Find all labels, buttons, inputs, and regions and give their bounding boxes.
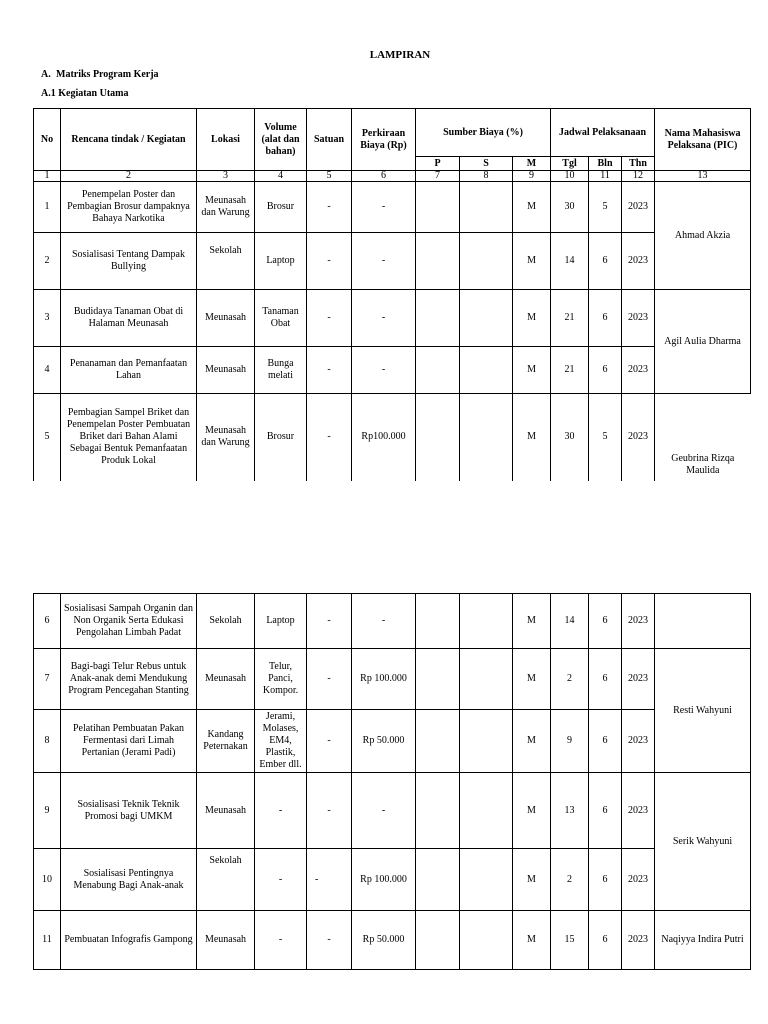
cell-no: 2 — [34, 233, 61, 290]
column-number: 3 — [197, 171, 255, 182]
table-row — [34, 233, 751, 290]
cell-kegiatan: Bagi-bagi Telur Rebus untuk Anak-anak demi Mendukung Program Pencegahan Stanting — [61, 649, 197, 710]
cell-thn: 2023 — [622, 182, 655, 233]
cell-m: M — [513, 911, 551, 970]
header-kegiatan: Rencana tindak / Kegiatan — [61, 109, 197, 171]
column-number: 1 — [34, 171, 61, 182]
cell-s — [460, 594, 513, 649]
cell-volume: Bunga melati — [255, 347, 307, 394]
cell-s — [460, 649, 513, 710]
cell-biaya: - — [352, 233, 416, 290]
cell-kegiatan: Pelatihan Pembuatan Pakan Fermentasi dari Limah Pertanian (Jerami Padi) — [61, 710, 197, 773]
cell-satuan: - — [307, 649, 352, 710]
cell-lokasi: Sekolah — [197, 594, 255, 649]
cell-thn: 2023 — [622, 649, 655, 710]
cell-pic: Naqiyya Indira Putri — [655, 911, 751, 970]
cell-volume: Brosur — [255, 394, 307, 481]
header-jadwal: Jadwal Pelaksanaan — [551, 109, 655, 157]
cell-pic-empty — [655, 594, 751, 649]
column-number: 5 — [307, 171, 352, 182]
cell-thn: 2023 — [622, 594, 655, 649]
column-number: 11 — [589, 171, 622, 182]
cell-s — [460, 773, 513, 849]
cell-biaya: - — [352, 773, 416, 849]
header-thn: Thn — [622, 157, 655, 171]
cell-bln: 6 — [589, 594, 622, 649]
cell-m: M — [513, 347, 551, 394]
cell-lokasi: Meunasah — [197, 773, 255, 849]
cell-s — [460, 394, 513, 481]
cell-p — [416, 394, 460, 481]
cell-biaya: - — [352, 290, 416, 347]
header-biaya: Perkiraan Biaya (Rp) — [352, 109, 416, 171]
cell-tgl: 2 — [551, 649, 589, 710]
cell-tgl: 14 — [551, 594, 589, 649]
cell-no: 5 — [34, 394, 61, 481]
cell-thn: 2023 — [622, 849, 655, 911]
header-lokasi: Lokasi — [197, 109, 255, 171]
cell-lokasi: Meunasah — [197, 347, 255, 394]
cell-bln: 6 — [589, 710, 622, 773]
cell-no: 7 — [34, 649, 61, 710]
cell-volume: Brosur — [255, 182, 307, 233]
cell-no: 1 — [34, 182, 61, 233]
cell-s — [460, 849, 513, 911]
cell-kegiatan: Penempelan Poster dan Pembagian Brosur dampaknya Bahaya Narkotika — [61, 182, 197, 233]
table-row — [34, 347, 751, 394]
cell-pic: Geubrina Rizqa Maulida — [655, 394, 751, 481]
column-number: 2 — [61, 171, 197, 182]
cell-no: 3 — [34, 290, 61, 347]
cell-satuan: - — [307, 710, 352, 773]
cell-lokasi: Sekolah — [197, 233, 255, 290]
cell-kegiatan: Sosialisasi Tentang Dampak Bullying — [61, 233, 197, 290]
cell-s — [460, 233, 513, 290]
cell-p — [416, 233, 460, 290]
cell-tgl: 2 — [551, 849, 589, 911]
column-number: 10 — [551, 171, 589, 182]
cell-satuan: - — [307, 347, 352, 394]
table-row — [34, 773, 751, 849]
cell-no: 8 — [34, 710, 61, 773]
header-satuan: Satuan — [307, 109, 352, 171]
cell-p — [416, 649, 460, 710]
cell-pic: Ahmad Akzia — [655, 182, 751, 290]
cell-bln: 6 — [589, 849, 622, 911]
column-number: 4 — [255, 171, 307, 182]
column-number: 12 — [622, 171, 655, 182]
cell-satuan: - — [307, 773, 352, 849]
cell-thn: 2023 — [622, 290, 655, 347]
cell-p — [416, 182, 460, 233]
cell-kegiatan: Sosialisasi Teknik Teknik Promosi bagi UMKM — [61, 773, 197, 849]
cell-biaya: - — [352, 182, 416, 233]
cell-no: 4 — [34, 347, 61, 394]
column-number-row — [34, 171, 751, 182]
cell-kegiatan: Sosialisasi Sampah Organin dan Non Organik Serta Edukasi Pengolahan Limbah Padat — [61, 594, 197, 649]
cell-thn: 2023 — [622, 394, 655, 481]
cell-lokasi: Kandang Peternakan — [197, 710, 255, 773]
cell-no: 10 — [34, 849, 61, 911]
cell-no: 11 — [34, 911, 61, 970]
cell-satuan: - — [307, 849, 352, 911]
column-number: 9 — [513, 171, 551, 182]
cell-lokasi: Meunasah — [197, 290, 255, 347]
cell-p — [416, 849, 460, 911]
cell-tgl: 9 — [551, 710, 589, 773]
subsection-heading: A.1 Kegiatan Utama — [41, 88, 129, 99]
cell-tgl: 30 — [551, 182, 589, 233]
cell-s — [460, 182, 513, 233]
cell-satuan: - — [307, 233, 352, 290]
header-pic: Nama Mahasiswa Pelaksana (PIC) — [655, 109, 751, 171]
cell-satuan: - — [307, 911, 352, 970]
cell-biaya: Rp 100.000 — [352, 649, 416, 710]
header-bln: Bln — [589, 157, 622, 171]
cell-p — [416, 710, 460, 773]
cell-bln: 5 — [589, 182, 622, 233]
page-title: LAMPIRAN — [369, 49, 431, 61]
cell-tgl: 13 — [551, 773, 589, 849]
cell-pic: Agil Aulia Dharma — [655, 290, 751, 394]
cell-kegiatan: Budidaya Tanaman Obat di Halaman Meunasah — [61, 290, 197, 347]
cell-kegiatan: Penanaman dan Pemanfaatan Lahan — [61, 347, 197, 394]
cell-satuan: - — [307, 594, 352, 649]
cell-tgl: 30 — [551, 394, 589, 481]
cell-p — [416, 773, 460, 849]
cell-no: 9 — [34, 773, 61, 849]
cell-m: M — [513, 849, 551, 911]
cell-biaya: - — [352, 347, 416, 394]
cell-s — [460, 347, 513, 394]
program-matrix-table-part2 — [33, 593, 751, 970]
section-heading — [41, 69, 159, 80]
cell-volume: Laptop — [255, 233, 307, 290]
table-row — [34, 290, 751, 347]
cell-volume: Jerami, Molases, EM4, Plastik, Ember dll. — [255, 710, 307, 773]
header-tgl: Tgl — [551, 157, 589, 171]
cell-bln: 6 — [589, 649, 622, 710]
column-number: 8 — [460, 171, 513, 182]
cell-m: M — [513, 394, 551, 481]
cell-m: M — [513, 233, 551, 290]
cell-tgl: 15 — [551, 911, 589, 970]
table-row — [34, 710, 751, 773]
cell-bln: 6 — [589, 773, 622, 849]
cell-m: M — [513, 182, 551, 233]
table-row — [34, 849, 751, 911]
header-m: M — [513, 157, 551, 171]
cell-kegiatan: Pembuatan Infografis Gampong — [61, 911, 197, 970]
cell-bln: 5 — [589, 394, 622, 481]
header-sumber-biaya: Sumber Biaya (%) — [416, 109, 551, 157]
section-letter: A. — [41, 69, 51, 80]
column-number: 6 — [352, 171, 416, 182]
cell-thn: 2023 — [622, 773, 655, 849]
cell-biaya: - — [352, 594, 416, 649]
cell-volume: - — [255, 849, 307, 911]
section-title: Matriks Program Kerja — [56, 69, 159, 80]
cell-bln: 6 — [589, 233, 622, 290]
cell-s — [460, 710, 513, 773]
table-row — [34, 394, 751, 481]
cell-satuan: - — [307, 290, 352, 347]
cell-volume: - — [255, 911, 307, 970]
cell-lokasi: Meunasah dan Warung — [197, 394, 255, 481]
cell-bln: 6 — [589, 290, 622, 347]
cell-no: 6 — [34, 594, 61, 649]
table-row — [34, 649, 751, 710]
cell-satuan: - — [307, 182, 352, 233]
cell-lokasi: Meunasah dan Warung — [197, 182, 255, 233]
cell-p — [416, 594, 460, 649]
cell-thn: 2023 — [622, 347, 655, 394]
cell-biaya: Rp 50.000 — [352, 911, 416, 970]
cell-thn: 2023 — [622, 233, 655, 290]
cell-m: M — [513, 290, 551, 347]
cell-bln: 6 — [589, 911, 622, 970]
program-matrix-table-part1 — [33, 108, 751, 481]
cell-tgl: 21 — [551, 290, 589, 347]
cell-pic: Serik Wahyuni — [655, 773, 751, 911]
column-number: 13 — [655, 171, 751, 182]
cell-thn: 2023 — [622, 710, 655, 773]
cell-m: M — [513, 773, 551, 849]
header-p: P — [416, 157, 460, 171]
cell-biaya: Rp 100.000 — [352, 849, 416, 911]
cell-lokasi: Meunasah — [197, 911, 255, 970]
column-number: 7 — [416, 171, 460, 182]
table-row — [34, 594, 751, 649]
cell-volume: - — [255, 773, 307, 849]
cell-tgl: 14 — [551, 233, 589, 290]
cell-m: M — [513, 594, 551, 649]
table-row — [34, 911, 751, 970]
header-s: S — [460, 157, 513, 171]
cell-kegiatan: Sosialisasi Pentingnya Menabung Bagi Anak-anak — [61, 849, 197, 911]
cell-s — [460, 911, 513, 970]
cell-tgl: 21 — [551, 347, 589, 394]
cell-lokasi: Sekolah — [197, 849, 255, 911]
cell-p — [416, 911, 460, 970]
cell-pic: Resti Wahyuni — [655, 649, 751, 773]
cell-volume: Tanaman Obat — [255, 290, 307, 347]
cell-p — [416, 290, 460, 347]
header-no: No — [34, 109, 61, 171]
cell-kegiatan: Pembagian Sampel Briket dan Penempelan Poster Pembuatan Briket dari Bahan Alami Sebagai Bentuk Pemanfaatan Produk Lokal — [61, 394, 197, 481]
table-row — [34, 182, 751, 233]
cell-lokasi: Meunasah — [197, 649, 255, 710]
cell-m: M — [513, 649, 551, 710]
cell-satuan: - — [307, 394, 352, 481]
cell-thn: 2023 — [622, 911, 655, 970]
cell-s — [460, 290, 513, 347]
cell-bln: 6 — [589, 347, 622, 394]
cell-m: M — [513, 710, 551, 773]
cell-volume: Telur, Panci, Kompor. — [255, 649, 307, 710]
cell-biaya: Rp 50.000 — [352, 710, 416, 773]
cell-p — [416, 347, 460, 394]
cell-biaya: Rp100.000 — [352, 394, 416, 481]
cell-volume: Laptop — [255, 594, 307, 649]
header-volume: Volume (alat dan bahan) — [255, 109, 307, 171]
